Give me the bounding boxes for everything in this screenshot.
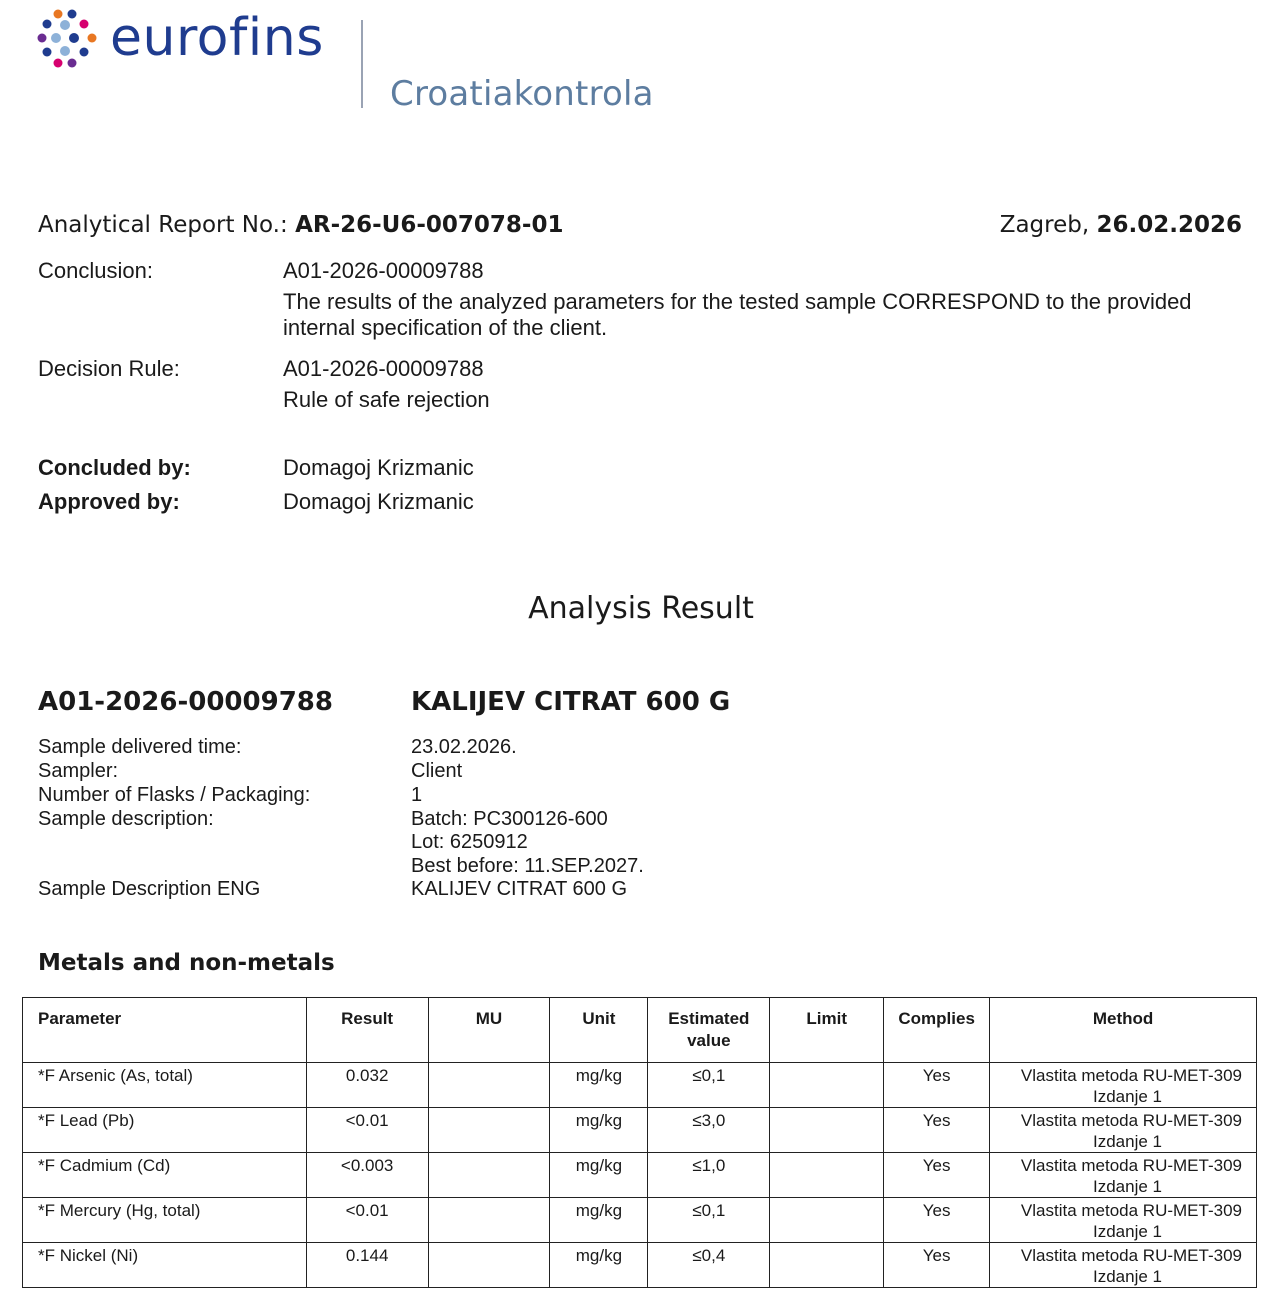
approved-by-label: Approved by:	[38, 489, 180, 514]
concluded-by-label: Concluded by:	[38, 455, 191, 480]
conclusion-ref: A01-2026-00009788	[283, 258, 484, 283]
parameter-group-title: Metals and non-metals	[38, 950, 335, 976]
cell-estimated-value: ≤0,1	[648, 1198, 770, 1243]
cell-result: 0.144	[306, 1243, 428, 1288]
report-number-label: Analytical Report No.:	[38, 212, 296, 238]
table-row	[23, 1243, 1257, 1288]
cell-result: <0.003	[306, 1153, 428, 1198]
decision-rule-text: Rule of safe rejection	[283, 387, 490, 412]
eurofins-logo-icon	[36, 8, 100, 68]
concluded-by-value: Domagoj Krizmanic	[283, 455, 474, 480]
sample-name: KALIJEV CITRAT 600 G	[411, 687, 731, 717]
cell-result: 0.032	[306, 1063, 428, 1108]
cell-parameter: *F Lead (Pb)	[23, 1108, 307, 1153]
header-parameter: Parameter	[23, 998, 307, 1063]
cell-mu	[428, 1198, 550, 1243]
cell-parameter: *F Arsenic (As, total)	[23, 1063, 307, 1108]
header-estimated-line2: value	[687, 1031, 731, 1050]
sample-field-label: Sampler:	[38, 760, 119, 782]
sample-field-value: 1	[411, 784, 423, 806]
header-limit: Limit	[770, 998, 884, 1063]
decision-rule-label: Decision Rule:	[38, 356, 180, 381]
approved-by-value: Domagoj Krizmanic	[283, 489, 474, 514]
analysis-result-title: Analysis Result	[528, 591, 754, 626]
sub-brand-name: Croatiakontrola	[390, 74, 654, 114]
cell-limit	[770, 1063, 884, 1108]
cell-complies: Yes	[884, 1108, 990, 1153]
table-row	[23, 1153, 1257, 1198]
header-estimated-line1: Estimated	[668, 1009, 750, 1028]
table-row	[23, 1198, 1257, 1243]
cell-complies: Yes	[884, 1243, 990, 1288]
header-estimated-value	[648, 998, 770, 1063]
sample-field-label: Sample Description ENG	[38, 878, 261, 900]
cell-method	[990, 1198, 1257, 1243]
table-row	[23, 1108, 1257, 1153]
method-line2: Izdanje 1	[1093, 1267, 1162, 1286]
cell-estimated-value: ≤0,1	[648, 1063, 770, 1108]
logo-divider	[361, 20, 363, 108]
cell-unit: mg/kg	[550, 1243, 648, 1288]
cell-mu	[428, 1153, 550, 1198]
cell-limit	[770, 1243, 884, 1288]
table-header-row	[23, 998, 1257, 1063]
cell-complies: Yes	[884, 1063, 990, 1108]
table-row	[23, 1063, 1257, 1108]
cell-result: <0.01	[306, 1198, 428, 1243]
method-line2: Izdanje 1	[1093, 1087, 1162, 1106]
cell-mu	[428, 1063, 550, 1108]
method-line1: Vlastita metoda RU-MET-309	[1020, 1156, 1242, 1175]
cell-limit	[770, 1153, 884, 1198]
cell-method	[990, 1063, 1257, 1108]
sample-field-value: 23.02.2026.	[411, 736, 517, 758]
cell-method	[990, 1153, 1257, 1198]
cell-mu	[428, 1243, 550, 1288]
cell-complies: Yes	[884, 1198, 990, 1243]
report-number: AR-26-U6-007078-01	[295, 212, 564, 238]
header-result: Result	[306, 998, 428, 1063]
decision-rule-ref: A01-2026-00009788	[283, 356, 484, 381]
sample-field-label: Number of Flasks / Packaging:	[38, 784, 311, 806]
sample-field-label: Sample description:	[38, 808, 214, 830]
sample-field-value: Batch: PC300126-600	[411, 808, 608, 830]
method-line2: Izdanje 1	[1093, 1177, 1162, 1196]
cell-limit	[770, 1198, 884, 1243]
results-table	[22, 997, 1257, 1288]
cell-estimated-value: ≤3,0	[648, 1108, 770, 1153]
header-method: Method	[990, 998, 1257, 1063]
method-line2: Izdanje 1	[1093, 1132, 1162, 1151]
cell-parameter: *F Nickel (Ni)	[23, 1243, 307, 1288]
report-date: 26.02.2026	[1096, 212, 1242, 238]
cell-parameter: *F Cadmium (Cd)	[23, 1153, 307, 1198]
cell-unit: mg/kg	[550, 1108, 648, 1153]
sample-field-value: KALIJEV CITRAT 600 G	[411, 878, 628, 900]
conclusion-label: Conclusion:	[38, 258, 153, 283]
sample-field-value: Best before: 11.SEP.2027.	[411, 855, 644, 877]
cell-complies: Yes	[884, 1153, 990, 1198]
report-number-line	[38, 210, 563, 240]
conclusion-text: The results of the analyzed parameters for the tested sample CORRESPOND to the provided internal specification of the client.	[283, 289, 1192, 340]
cell-estimated-value: ≤1,0	[648, 1153, 770, 1198]
brand-name: eurofins	[110, 8, 324, 68]
report-place: Zagreb,	[999, 212, 1097, 238]
sample-field-value: Lot: 6250912	[411, 831, 528, 853]
cell-unit: mg/kg	[550, 1153, 648, 1198]
report-place-date	[1000, 210, 1242, 240]
header-mu: MU	[428, 998, 550, 1063]
cell-limit	[770, 1108, 884, 1153]
method-line2: Izdanje 1	[1093, 1222, 1162, 1241]
sample-field-label: Sample delivered time:	[38, 736, 242, 758]
cell-parameter: *F Mercury (Hg, total)	[23, 1198, 307, 1243]
cell-method	[990, 1108, 1257, 1153]
sample-field-value: Client	[411, 760, 463, 782]
cell-result: <0.01	[306, 1108, 428, 1153]
method-line1: Vlastita metoda RU-MET-309	[1020, 1201, 1242, 1220]
method-line1: Vlastita metoda RU-MET-309	[1020, 1111, 1242, 1130]
cell-method	[990, 1243, 1257, 1288]
sample-id: A01-2026-00009788	[38, 687, 333, 717]
method-line1: Vlastita metoda RU-MET-309	[1020, 1246, 1242, 1265]
cell-unit: mg/kg	[550, 1198, 648, 1243]
cell-mu	[428, 1108, 550, 1153]
header-unit: Unit	[550, 998, 648, 1063]
cell-unit: mg/kg	[550, 1063, 648, 1108]
header-complies: Complies	[884, 998, 990, 1063]
method-line1: Vlastita metoda RU-MET-309	[1020, 1066, 1242, 1085]
cell-estimated-value: ≤0,4	[648, 1243, 770, 1288]
